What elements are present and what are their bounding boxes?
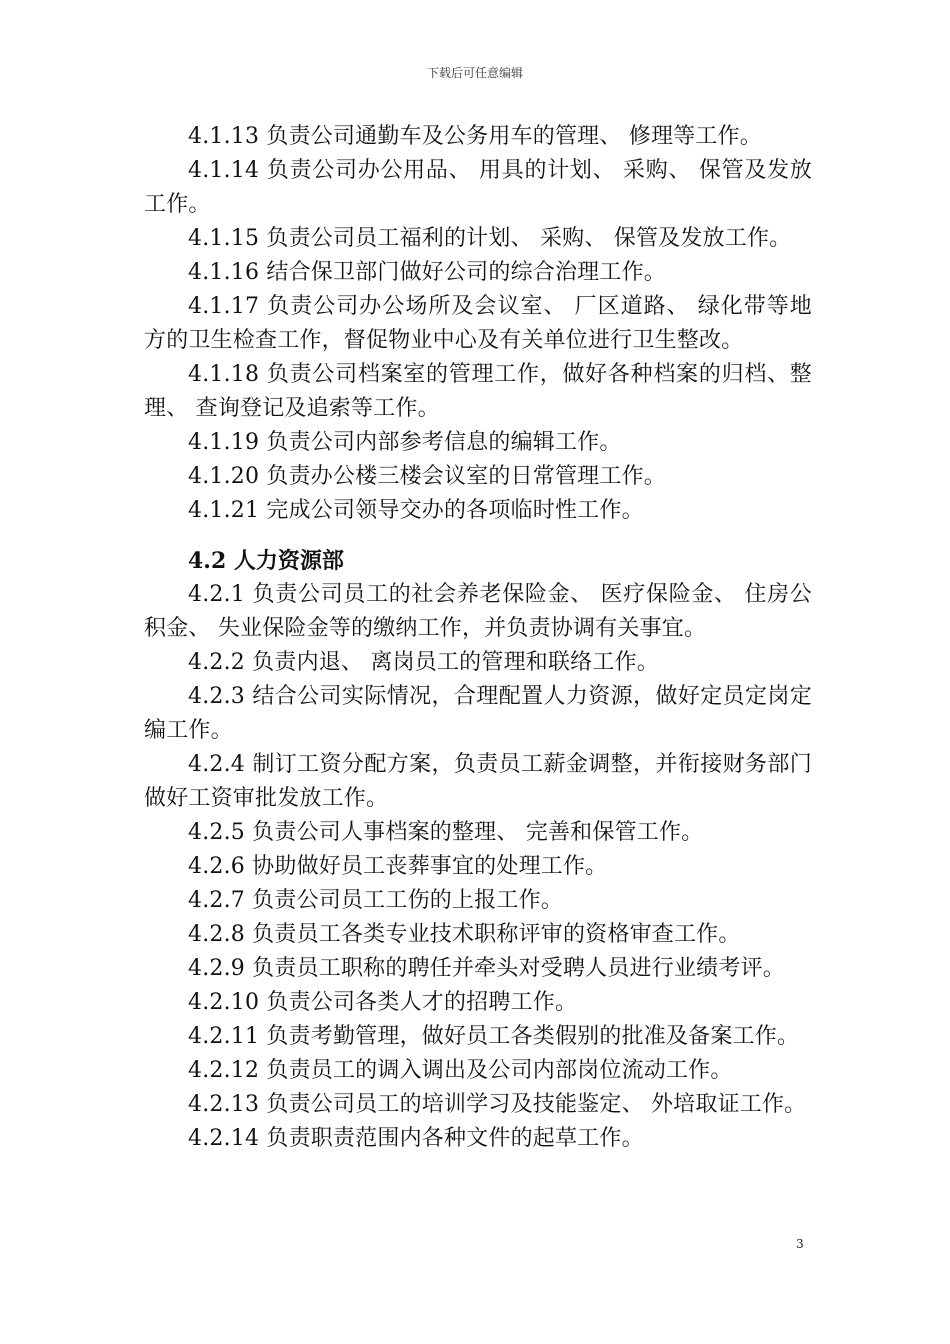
paragraph-4-1-16: 4.1.16 结合保卫部门做好公司的综合治理工作。 [188,260,666,285]
paragraph-4-2-11: 4.2.11 负责考勤管理，做好员工各类假别的批准及备案工作。 [188,1024,800,1049]
paragraph-4-1-15: 4.1.15 负责公司员工福利的计划、 采购、 保管及发放工作。 [188,226,792,251]
paragraph-4-1-19: 4.1.19 负责公司内部参考信息的编辑工作。 [188,430,622,455]
paragraph-4-2-3: 4.2.3 结合公司实际情况，合理配置人力资源，做好定员定岗定编工作。 [144,684,812,743]
paragraph-4-2-14: 4.2.14 负责职责范围内各种文件的起草工作。 [188,1126,644,1151]
paragraph-4-2-2: 4.2.2 负责内退、 离岗员工的管理和联络工作。 [188,650,659,675]
paragraph-4-2-7: 4.2.7 负责公司员工工伤的上报工作。 [188,888,563,913]
paragraph-4-2-13: 4.2.13 负责公司员工的培训学习及技能鉴定、 外培取证工作。 [188,1092,807,1117]
paragraph-4-2-1: 4.2.1 负责公司员工的社会养老保险金、 医疗保险金、 住房公积金、 失业保险金等的缴纳工作，并负责协调有关事宜。 [144,582,812,641]
paragraph-4-2-9: 4.2.9 负责员工职称的聘任并牵头对受聘人员进行业绩考评。 [188,956,785,981]
section-heading-hr: 4.2 人力资源部 [188,548,344,574]
document-body [144,120,812,1156]
paragraph-4-1-21: 4.1.21 完成公司领导交办的各项临时性工作。 [188,498,644,523]
paragraph-4-1-14: 4.1.14 负责公司办公用品、 用具的计划、 采购、 保管及发放工作。 [144,158,812,217]
page-number: 3 [796,1237,804,1251]
paragraph-4-1-17: 4.1.17 负责公司办公场所及会议室、 厂区道路、 绿化带等地方的卫生检查工作，督促物业中心及有关单位进行卫生整改。 [144,294,812,353]
page-header: 下载后可任意编辑 [426,66,523,80]
paragraph-4-2-4: 4.2.4 制订工资分配方案，负责员工薪金调整，并衔接财务部门做好工资审批发放工作。 [144,752,812,811]
paragraph-4-2-10: 4.2.10 负责公司各类人才的招聘工作。 [188,990,578,1015]
paragraph-4-2-8: 4.2.8 负责员工各类专业技术职称评审的资格审查工作。 [188,922,741,947]
paragraph-4-1-13: 4.1.13 负责公司通勤车及公务用车的管理、 修理等工作。 [188,124,762,149]
paragraph-4-2-12: 4.2.12 负责员工的调入调出及公司内部岗位流动工作。 [188,1058,733,1083]
paragraph-4-2-6: 4.2.6 协助做好员工丧葬事宜的处理工作。 [188,854,608,879]
paragraph-4-1-20: 4.1.20 负责办公楼三楼会议室的日常管理工作。 [188,464,666,489]
paragraph-4-2-5: 4.2.5 负责公司人事档案的整理、 完善和保管工作。 [188,820,704,845]
paragraph-4-1-18: 4.1.18 负责公司档案室的管理工作，做好各种档案的归档、整理、 查询登记及追索等工作。 [144,362,812,421]
